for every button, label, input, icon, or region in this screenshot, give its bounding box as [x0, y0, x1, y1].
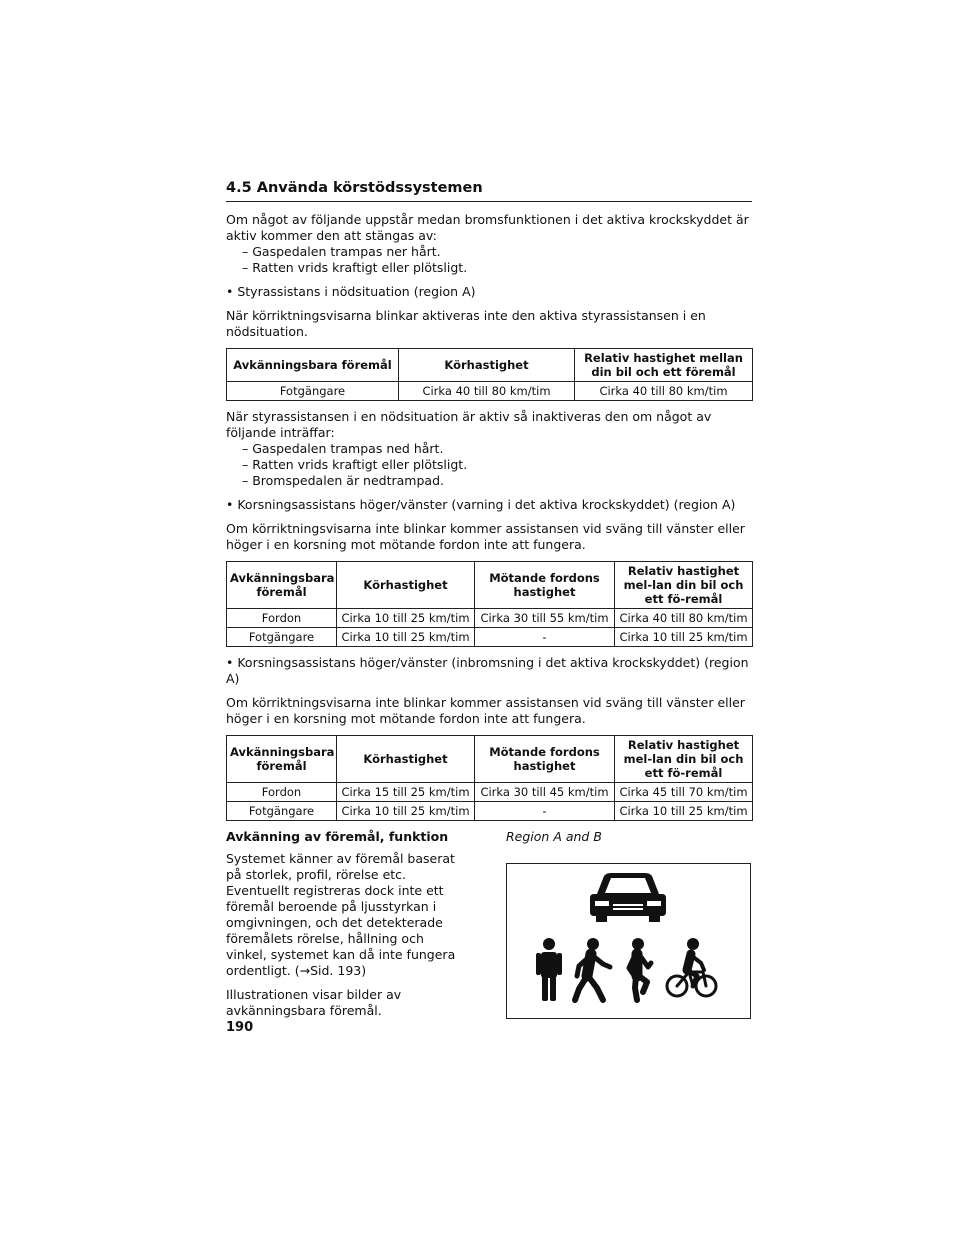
intro-item: – Ratten vrids kraftigt eller plötsligt. — [242, 260, 468, 275]
sec1-bullet: • Styrassistans i nödsituation (region A) — [226, 284, 476, 299]
sec1-table — [226, 348, 753, 401]
table-cell: Cirka 15 till 25 km/tim — [337, 783, 475, 802]
pedestrian-running-icon — [629, 938, 651, 1000]
table-cell: Cirka 40 till 80 km/tim — [615, 609, 753, 628]
table-row — [227, 802, 753, 821]
table-header: Körhastighet — [337, 562, 475, 609]
table-cell: Cirka 45 till 70 km/tim — [615, 783, 753, 802]
car-icon — [590, 873, 666, 922]
pedestrian-standing-icon — [536, 938, 562, 1001]
sec2-text: Om körriktningsvisarna inte blinkar kommer assistansen vid sväng till vänster eller höger i en korsning mot mötande fordon inte att fungera. — [226, 521, 745, 552]
table-cell: Cirka 40 till 80 km/tim — [399, 382, 575, 401]
table-header: Mötande fordons hastighet — [475, 736, 615, 783]
sec3-bullet: • Korsningsassistans höger/vänster (inbromsning i det aktiva krockskyddet) (region A) — [226, 655, 749, 686]
table-cell: Cirka 30 till 45 km/tim — [475, 783, 615, 802]
sec1-after-text: När styrassistansen i en nödsituation är aktiv så inaktiveras den om något av följande inträffar: — [226, 409, 712, 440]
sec1-item: – Bromspedalen är nedtrampad. — [242, 473, 444, 488]
table-header: Relativ hastighet mel-lan din bil och ett fö-remål — [615, 736, 753, 783]
sec3-table — [226, 735, 753, 821]
pedestrian-walking-icon — [575, 938, 610, 1000]
detection-figure-column — [506, 829, 752, 1019]
sec1-text: När körriktningsvisarna blinkar aktiveras inte den aktiva styrassistansen i en nödsituation. — [226, 308, 706, 339]
intro-item: – Gaspedalen trampas ner hårt. — [242, 244, 441, 259]
region-label: Region A and B — [506, 829, 602, 844]
table-header: Avkänningsbara föremål — [227, 736, 337, 783]
table-cell: Cirka 10 till 25 km/tim — [337, 609, 475, 628]
table-header: Avkänningsbara föremål — [227, 349, 399, 382]
cyclist-icon — [667, 938, 716, 996]
table-cell: Fotgängare — [227, 382, 399, 401]
table-cell: Fordon — [227, 609, 337, 628]
sec3-text: Om körriktningsvisarna inte blinkar kommer assistansen vid sväng till vänster eller höger i en korsning mot mötande fordon inte att fungera. — [226, 695, 745, 726]
table-row — [227, 609, 753, 628]
table-cell: Fotgängare — [227, 802, 337, 821]
table-row — [227, 628, 753, 647]
table-cell: Cirka 30 till 55 km/tim — [475, 609, 615, 628]
detection-section — [226, 829, 752, 1019]
sec2-bullet: • Korsningsassistans höger/vänster (varning i det aktiva krockskyddet) (region A) — [226, 497, 736, 512]
table-cell: Cirka 40 till 80 km/tim — [575, 382, 753, 401]
table-row — [227, 382, 753, 401]
detectable-objects-illustration — [506, 863, 751, 1019]
table-header: Körhastighet — [337, 736, 475, 783]
sec1-item: – Gaspedalen trampas ned hårt. — [242, 441, 444, 456]
table-cell: Cirka 10 till 25 km/tim — [615, 628, 753, 647]
table-header: Relativ hastighet mellan din bil och ett föremål — [575, 349, 753, 382]
table-header: Avkänningsbara föremål — [227, 562, 337, 609]
detection-heading: Avkänning av föremål, funktion — [226, 829, 449, 844]
intro-text: Om något av följande uppstår medan bromsfunktionen i det aktiva krockskyddet är aktiv kommer den att stängas av: — [226, 212, 749, 243]
sec2-table — [226, 561, 753, 647]
table-cell: Fordon — [227, 783, 337, 802]
table-row — [227, 783, 753, 802]
table-cell: - — [475, 802, 615, 821]
table-cell: Fotgängare — [227, 628, 337, 647]
section-title: 4.5 Använda körstödssystemen — [226, 178, 752, 202]
page-number: 190 — [226, 1020, 254, 1035]
detection-text-column — [226, 829, 466, 1019]
table-header: Mötande fordons hastighet — [475, 562, 615, 609]
table-cell: - — [475, 628, 615, 647]
page-content — [226, 178, 752, 1019]
table-header: Körhastighet — [399, 349, 575, 382]
table-cell: Cirka 10 till 25 km/tim — [615, 802, 753, 821]
detection-illustration-note: Illustrationen visar bilder av avkänningsbara föremål. — [226, 987, 402, 1018]
sec1-item: – Ratten vrids kraftigt eller plötsligt. — [242, 457, 468, 472]
table-cell: Cirka 10 till 25 km/tim — [337, 628, 475, 647]
table-cell: Cirka 10 till 25 km/tim — [337, 802, 475, 821]
detection-text: Systemet känner av föremål baserat på storlek, profil, rörelse etc. Eventuellt registreras dock inte ett föremål beroende på ljusstyrkan i omgivningen, och det detekterade föremålets rörelse, hållning och vinkel, systemet kan då inte fungera ordentligt. (→Sid. 193) — [226, 851, 456, 978]
table-header: Relativ hastighet mel-lan din bil och ett fö-remål — [615, 562, 753, 609]
